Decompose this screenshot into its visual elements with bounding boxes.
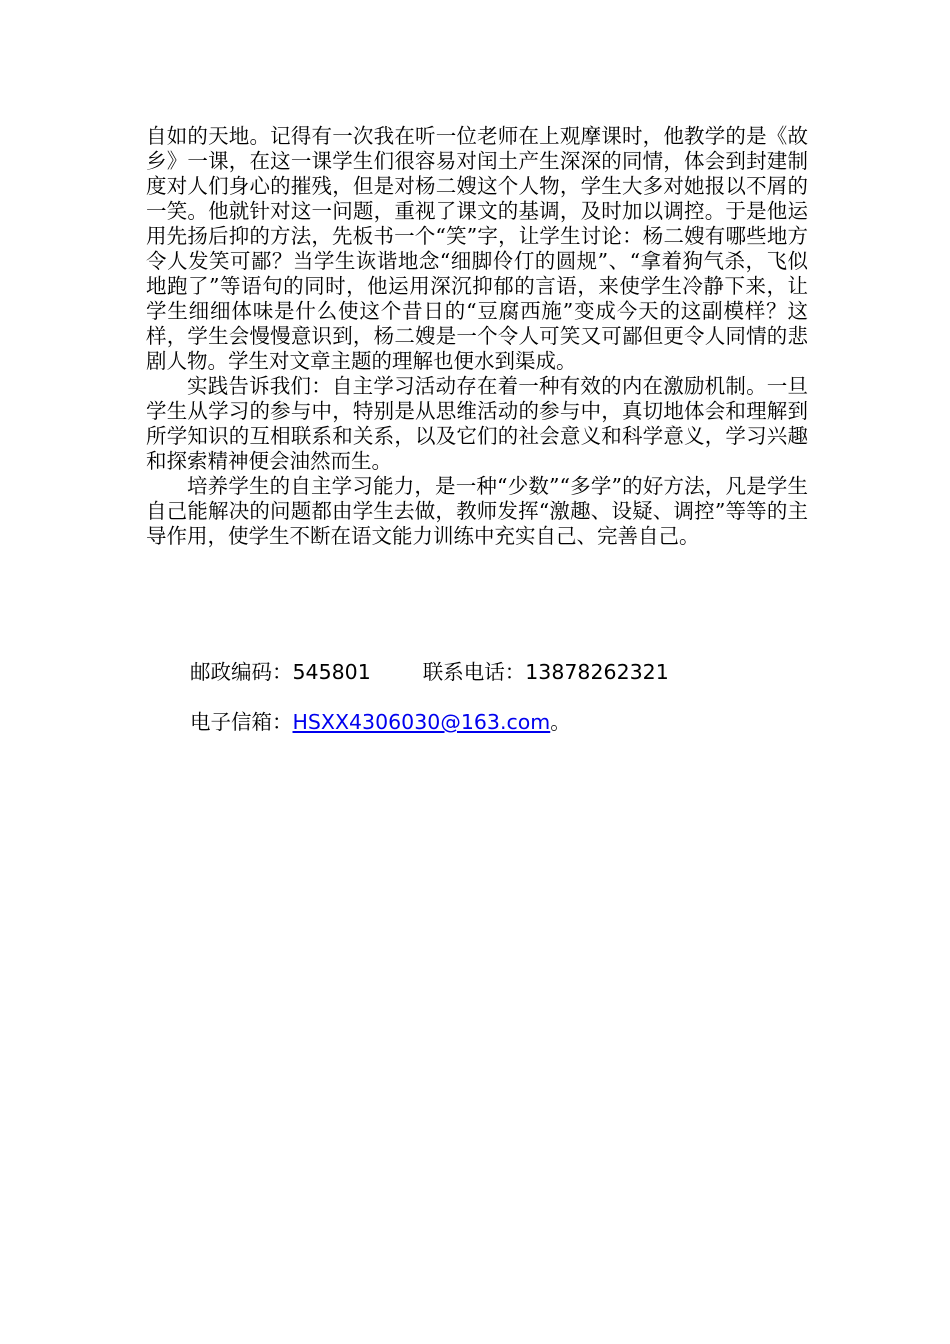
contact-line-email	[190, 709, 571, 735]
phone-number-value: 13878262321	[525, 660, 669, 684]
document-body	[146, 124, 808, 549]
contact-line-postal-phone	[190, 659, 669, 685]
email-label: 电子信箱：	[190, 710, 293, 734]
postal-code-value: 545801	[292, 660, 371, 684]
phone-label: 联系电话：	[422, 660, 526, 684]
paragraph-3: 培养学生的自主学习能力，是一种“少数”“多学”的好方法，凡是学生自己能解决的问题都由学生去做，教师发挥“激趣、设疑、调控”等等的主导作用，使学生不断在语文能力训练中充实自己、完善自己。	[146, 474, 808, 548]
email-suffix: 。	[550, 710, 571, 734]
paragraph-1: 自如的天地。记得有一次我在听一位老师在上观摩课时，他教学的是《故乡》一课，在这一课学生们很容易对闰土产生深深的同情，体会到封建制度对人们身心的摧残，但是对杨二嫂这个人物，学生大多对她报以不屑的一笑。他就针对这一问题，重视了课文的基调，及时加以调控。于是他运用先扬后抑的方法，先板书一个“笑”字，让学生讨论：杨二嫂有哪些地方令人发笑可鄙？当学生诙谐地念“细脚伶仃的圆规”、“拿着狗气杀，飞似地跑了”等语句的同时，他运用深沉抑郁的言语，来使学生冷静下来，让学生细细体味是什么使这个昔日的“豆腐西施”变成今天的这副模样？这样，学生会慢慢意识到，杨二嫂是一个令人可笑又可鄙但更令人同情的悲剧人物。学生对文章主题的理解也便水到渠成。	[146, 124, 808, 373]
email-link[interactable]: HSXX4306030@163.com	[292, 710, 551, 734]
postal-code-label: 邮政编码：	[190, 660, 293, 684]
paragraph-2: 实践告诉我们：自主学习活动存在着一种有效的内在激励机制。一旦学生从学习的参与中，特别是从思维活动的参与中，真切地体会和理解到所学知识的互相联系和关系，以及它们的社会意义和科学意义，学习兴趣和探索精神便会油然而生。	[146, 374, 808, 473]
